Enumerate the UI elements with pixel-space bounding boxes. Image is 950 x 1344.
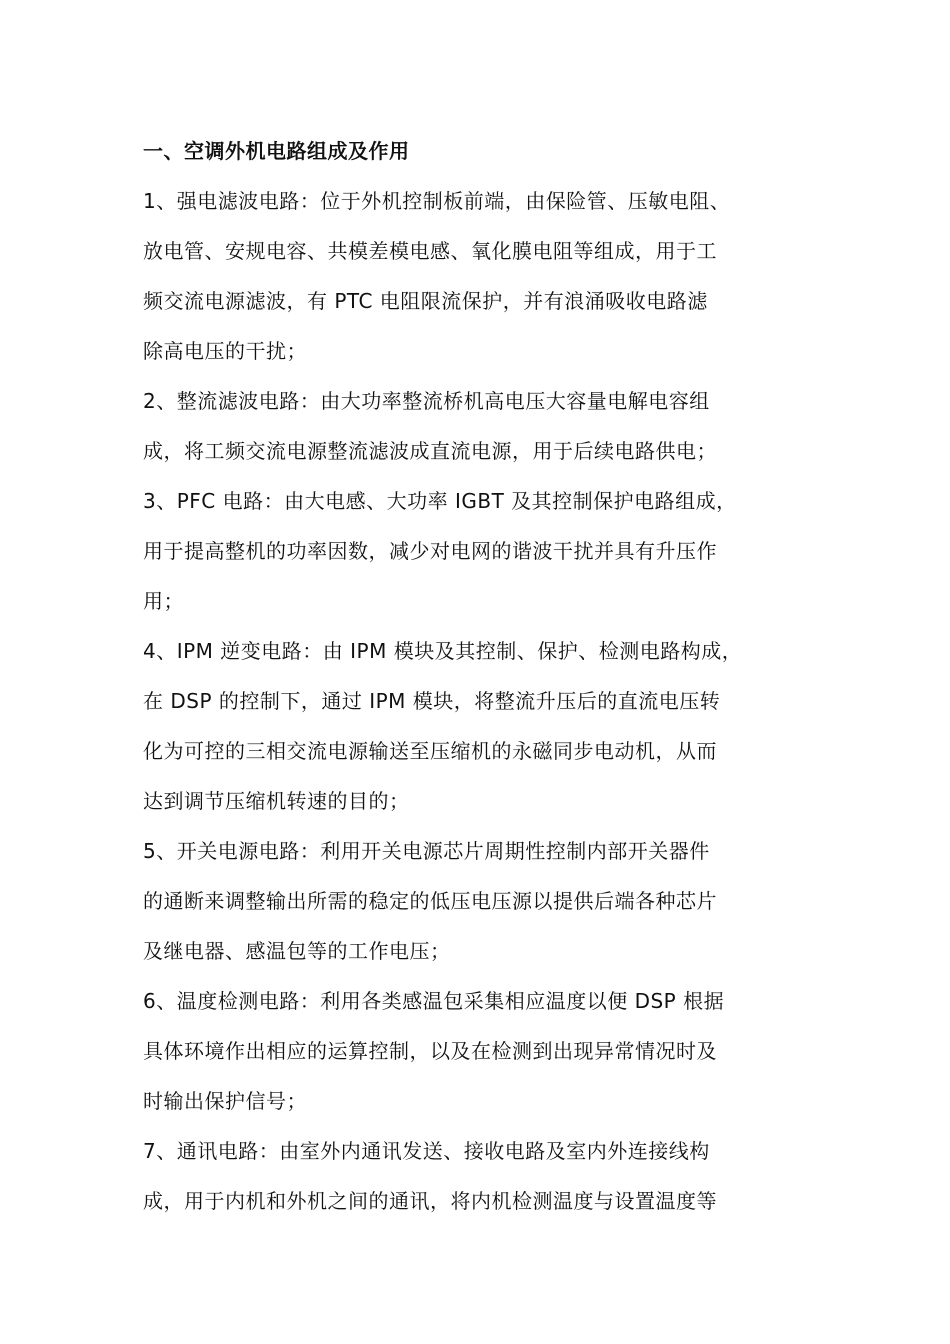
paragraph-line: 1、强电滤波电路：位于外机控制板前端，由保险管、压敏电阻、 bbox=[143, 189, 731, 213]
paragraph-line: 达到调节压缩机转速的目的； bbox=[143, 789, 410, 813]
paragraph-line: 成，用于内机和外机之间的通讯，将内机检测温度与设置温度等 bbox=[143, 1189, 717, 1213]
paragraph-line: 频交流电源滤波，有 PTC 电阻限流保护，并有浪涌吸收电路滤 bbox=[143, 289, 708, 313]
paragraph-line: 化为可控的三相交流电源输送至压缩机的永磁同步电动机，从而 bbox=[143, 739, 717, 763]
paragraph-line: 3、PFC 电路：由大电感、大功率 IGBT 及其控制保护电路组成， bbox=[143, 489, 737, 513]
paragraph-line: 在 DSP 的控制下，通过 IPM 模块，将整流升压后的直流电压转 bbox=[143, 689, 721, 713]
paragraph-line: 4、IPM 逆变电路：由 IPM 模块及其控制、保护、检测电路构成， bbox=[143, 639, 743, 663]
paragraph-line: 及继电器、感温包等的工作电压； bbox=[143, 939, 451, 963]
section-heading: 一、空调外机电路组成及作用 bbox=[143, 139, 410, 163]
paragraph-line: 6、温度检测电路：利用各类感温包采集相应温度以便 DSP 根据 bbox=[143, 989, 725, 1013]
paragraph-line: 5、开关电源电路：利用开关电源芯片周期性控制内部开关器件 bbox=[143, 839, 710, 863]
paragraph-line: 成，将工频交流电源整流滤波成直流电源，用于后续电路供电； bbox=[143, 439, 717, 463]
paragraph-line: 放电管、安规电容、共模差模电感、氧化膜电阻等组成，用于工 bbox=[143, 239, 717, 263]
paragraph-line: 除高电压的干扰； bbox=[143, 339, 307, 363]
paragraph-line: 用； bbox=[143, 589, 184, 613]
paragraph-line: 7、通讯电路：由室外内通讯发送、接收电路及室内外连接线构 bbox=[143, 1139, 710, 1163]
paragraph-line: 2、整流滤波电路：由大功率整流桥机高电压大容量电解电容组 bbox=[143, 389, 710, 413]
paragraph-line: 用于提高整机的功率因数，减少对电网的谐波干扰并具有升压作 bbox=[143, 539, 717, 563]
paragraph-line: 时输出保护信号； bbox=[143, 1089, 307, 1113]
paragraph-line: 的通断来调整输出所需的稳定的低压电压源以提供后端各种芯片 bbox=[143, 889, 717, 913]
paragraph-line: 具体环境作出相应的运算控制，以及在检测到出现异常情况时及 bbox=[143, 1039, 717, 1063]
